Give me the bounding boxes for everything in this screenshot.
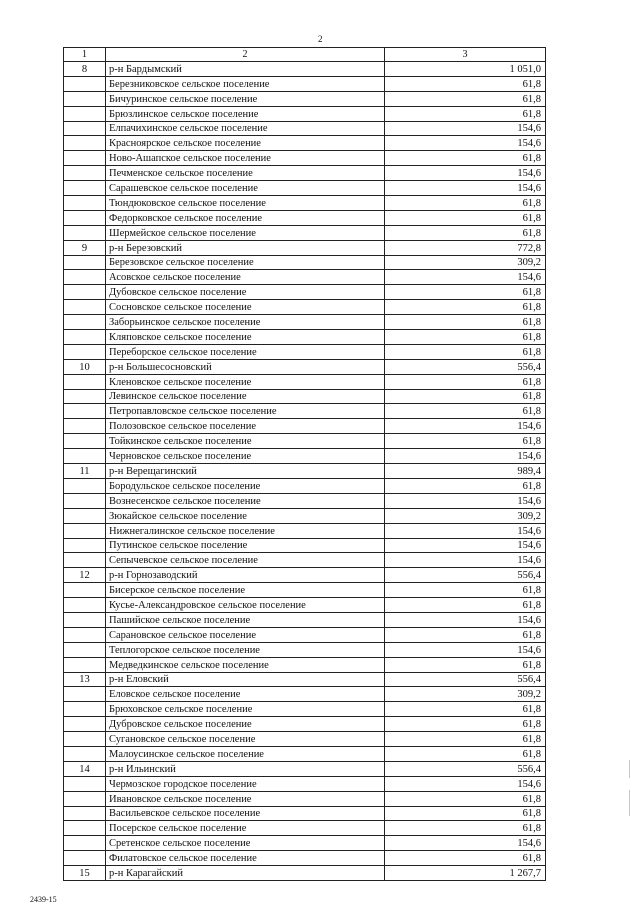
amount-cell: 154,6 bbox=[385, 776, 546, 791]
table-row bbox=[64, 121, 546, 136]
row-number-cell bbox=[64, 300, 106, 315]
row-number-cell bbox=[64, 657, 106, 672]
amount-cell: 772,8 bbox=[385, 240, 546, 255]
allocation-table bbox=[63, 47, 546, 881]
settlement-name-cell: Полозовское сельское поселение bbox=[106, 419, 385, 434]
settlement-name-cell: Сугановское сельское поселение bbox=[106, 732, 385, 747]
settlement-name-cell: Сретенское сельское поселение bbox=[106, 836, 385, 851]
settlement-name-cell: Дубровское сельское поселение bbox=[106, 717, 385, 732]
table-row bbox=[64, 612, 546, 627]
table-row bbox=[64, 464, 546, 479]
settlement-name-cell: Заборьинское сельское поселение bbox=[106, 315, 385, 330]
row-number-cell bbox=[64, 196, 106, 211]
settlement-name-cell: Левинское сельское поселение bbox=[106, 389, 385, 404]
settlement-name-cell: Тойкинское сельское поселение bbox=[106, 434, 385, 449]
amount-cell: 61,8 bbox=[385, 657, 546, 672]
amount-cell: 154,6 bbox=[385, 166, 546, 181]
settlement-name-cell: р-н Верещагинский bbox=[106, 464, 385, 479]
row-number-cell bbox=[64, 91, 106, 106]
table-row bbox=[64, 285, 546, 300]
table-row bbox=[64, 434, 546, 449]
amount-cell: 61,8 bbox=[385, 389, 546, 404]
row-number-cell bbox=[64, 687, 106, 702]
amount-cell: 61,8 bbox=[385, 315, 546, 330]
amount-cell: 154,6 bbox=[385, 181, 546, 196]
table-row bbox=[64, 374, 546, 389]
amount-cell: 1 267,7 bbox=[385, 866, 546, 881]
table-row bbox=[64, 449, 546, 464]
header-cell-amount: 3 bbox=[385, 48, 546, 62]
page-number: 2 bbox=[318, 34, 323, 44]
settlement-name-cell: Ивановское сельское поселение bbox=[106, 791, 385, 806]
amount-cell: 61,8 bbox=[385, 702, 546, 717]
settlement-name-cell: р-н Ильинский bbox=[106, 761, 385, 776]
settlement-name-cell: Еловское сельское поселение bbox=[106, 687, 385, 702]
row-number-cell bbox=[64, 746, 106, 761]
amount-cell: 989,4 bbox=[385, 464, 546, 479]
amount-cell: 1 051,0 bbox=[385, 62, 546, 77]
row-number-cell bbox=[64, 225, 106, 240]
row-number-cell bbox=[64, 702, 106, 717]
row-number-cell bbox=[64, 374, 106, 389]
row-number-cell bbox=[64, 270, 106, 285]
row-number-cell bbox=[64, 791, 106, 806]
row-number-cell bbox=[64, 181, 106, 196]
settlement-name-cell: Васильевское сельское поселение bbox=[106, 806, 385, 821]
row-number-cell: 11 bbox=[64, 464, 106, 479]
amount-cell: 309,2 bbox=[385, 508, 546, 523]
table-row bbox=[64, 761, 546, 776]
table-row bbox=[64, 91, 546, 106]
table-row bbox=[64, 330, 546, 345]
settlement-name-cell: Путинское сельское поселение bbox=[106, 538, 385, 553]
table-row bbox=[64, 62, 546, 77]
table-row bbox=[64, 746, 546, 761]
settlement-name-cell: Сарановское сельское поселение bbox=[106, 627, 385, 642]
row-number-cell bbox=[64, 732, 106, 747]
table-row bbox=[64, 181, 546, 196]
row-number-cell: 14 bbox=[64, 761, 106, 776]
amount-cell: 61,8 bbox=[385, 851, 546, 866]
amount-cell: 61,8 bbox=[385, 344, 546, 359]
table-row bbox=[64, 300, 546, 315]
row-number-cell bbox=[64, 821, 106, 836]
table-row bbox=[64, 657, 546, 672]
table-row bbox=[64, 493, 546, 508]
amount-cell: 154,6 bbox=[385, 419, 546, 434]
row-number-cell: 13 bbox=[64, 672, 106, 687]
settlement-name-cell: Зюкайское сельское поселение bbox=[106, 508, 385, 523]
amount-cell: 61,8 bbox=[385, 806, 546, 821]
table-row bbox=[64, 791, 546, 806]
settlement-name-cell: Сосновское сельское поселение bbox=[106, 300, 385, 315]
settlement-name-cell: Теплогорское сельское поселение bbox=[106, 642, 385, 657]
settlement-name-cell: Брюзлинское сельское поселение bbox=[106, 106, 385, 121]
settlement-name-cell: Березовское сельское поселение bbox=[106, 255, 385, 270]
table-row bbox=[64, 642, 546, 657]
scan-mark-upper bbox=[629, 760, 630, 778]
row-number-cell bbox=[64, 627, 106, 642]
row-number-cell: 15 bbox=[64, 866, 106, 881]
amount-cell: 556,4 bbox=[385, 359, 546, 374]
settlement-name-cell: Красноярское сельское поселение bbox=[106, 136, 385, 151]
amount-cell: 61,8 bbox=[385, 717, 546, 732]
settlement-name-cell: Бичуринское сельское поселение bbox=[106, 91, 385, 106]
table-row bbox=[64, 419, 546, 434]
row-number-cell bbox=[64, 583, 106, 598]
amount-cell: 154,6 bbox=[385, 121, 546, 136]
row-number-cell bbox=[64, 151, 106, 166]
settlement-name-cell: р-н Горнозаводский bbox=[106, 568, 385, 583]
settlement-name-cell: Бисерское сельское поселение bbox=[106, 583, 385, 598]
amount-cell: 61,8 bbox=[385, 478, 546, 493]
table-row bbox=[64, 76, 546, 91]
row-number-cell bbox=[64, 315, 106, 330]
row-number-cell bbox=[64, 851, 106, 866]
amount-cell: 61,8 bbox=[385, 404, 546, 419]
scan-mark-lower bbox=[629, 790, 630, 816]
amount-cell: 61,8 bbox=[385, 210, 546, 225]
amount-cell: 154,6 bbox=[385, 449, 546, 464]
table-row bbox=[64, 255, 546, 270]
amount-cell: 154,6 bbox=[385, 642, 546, 657]
settlement-name-cell: Сепычевское сельское поселение bbox=[106, 553, 385, 568]
amount-cell: 61,8 bbox=[385, 791, 546, 806]
header-row bbox=[64, 48, 546, 62]
table-row bbox=[64, 866, 546, 881]
amount-cell: 61,8 bbox=[385, 300, 546, 315]
row-number-cell bbox=[64, 210, 106, 225]
row-number-cell bbox=[64, 717, 106, 732]
amount-cell: 61,8 bbox=[385, 225, 546, 240]
settlement-name-cell: Брюховское сельское поселение bbox=[106, 702, 385, 717]
settlement-name-cell: р-н Березовский bbox=[106, 240, 385, 255]
row-number-cell bbox=[64, 806, 106, 821]
table-row bbox=[64, 687, 546, 702]
table-body bbox=[64, 62, 546, 881]
amount-cell: 154,6 bbox=[385, 538, 546, 553]
table-header bbox=[64, 48, 546, 62]
amount-cell: 154,6 bbox=[385, 136, 546, 151]
row-number-cell bbox=[64, 285, 106, 300]
table-row bbox=[64, 821, 546, 836]
amount-cell: 61,8 bbox=[385, 330, 546, 345]
settlement-name-cell: Кусье-Александровское сельское поселение bbox=[106, 598, 385, 613]
table-row bbox=[64, 717, 546, 732]
amount-cell: 61,8 bbox=[385, 374, 546, 389]
row-number-cell bbox=[64, 553, 106, 568]
table-row bbox=[64, 702, 546, 717]
amount-cell: 61,8 bbox=[385, 91, 546, 106]
row-number-cell bbox=[64, 493, 106, 508]
settlement-name-cell: Кляповское сельское поселение bbox=[106, 330, 385, 345]
settlement-name-cell: Филатовское сельское поселение bbox=[106, 851, 385, 866]
table-row bbox=[64, 270, 546, 285]
amount-cell: 556,4 bbox=[385, 761, 546, 776]
amount-cell: 154,6 bbox=[385, 553, 546, 568]
row-number-cell bbox=[64, 449, 106, 464]
settlement-name-cell: Посерское сельское поселение bbox=[106, 821, 385, 836]
row-number-cell bbox=[64, 523, 106, 538]
row-number-cell: 12 bbox=[64, 568, 106, 583]
row-number-cell: 8 bbox=[64, 62, 106, 77]
table-row bbox=[64, 196, 546, 211]
amount-cell: 309,2 bbox=[385, 255, 546, 270]
row-number-cell bbox=[64, 330, 106, 345]
settlement-name-cell: Тюндюковское сельское поселение bbox=[106, 196, 385, 211]
table-row bbox=[64, 404, 546, 419]
row-number-cell bbox=[64, 776, 106, 791]
table-row bbox=[64, 583, 546, 598]
settlement-name-cell: Пашийское сельское поселение bbox=[106, 612, 385, 627]
row-number-cell bbox=[64, 598, 106, 613]
amount-cell: 556,4 bbox=[385, 672, 546, 687]
settlement-name-cell: Вознесенское сельское поселение bbox=[106, 493, 385, 508]
amount-cell: 61,8 bbox=[385, 151, 546, 166]
amount-cell: 61,8 bbox=[385, 598, 546, 613]
row-number-cell bbox=[64, 76, 106, 91]
settlement-name-cell: р-н Большесосновский bbox=[106, 359, 385, 374]
table-row bbox=[64, 389, 546, 404]
row-number-cell bbox=[64, 136, 106, 151]
table-row bbox=[64, 136, 546, 151]
settlement-name-cell: Петропавловское сельское поселение bbox=[106, 404, 385, 419]
amount-cell: 61,8 bbox=[385, 746, 546, 761]
amount-cell: 61,8 bbox=[385, 583, 546, 598]
table-row bbox=[64, 538, 546, 553]
row-number-cell bbox=[64, 612, 106, 627]
amount-cell: 61,8 bbox=[385, 627, 546, 642]
table-row bbox=[64, 672, 546, 687]
settlement-name-cell: Чермозское городское поселение bbox=[106, 776, 385, 791]
table-row bbox=[64, 806, 546, 821]
document-code: 2439-15 bbox=[30, 895, 57, 904]
table-row bbox=[64, 359, 546, 374]
amount-cell: 309,2 bbox=[385, 687, 546, 702]
row-number-cell bbox=[64, 121, 106, 136]
settlement-name-cell: Черновское сельское поселение bbox=[106, 449, 385, 464]
table-row bbox=[64, 553, 546, 568]
row-number-cell bbox=[64, 836, 106, 851]
table-row bbox=[64, 240, 546, 255]
settlement-name-cell: Федорковское сельское поселение bbox=[106, 210, 385, 225]
amount-cell: 154,6 bbox=[385, 612, 546, 627]
settlement-name-cell: р-н Бардымский bbox=[106, 62, 385, 77]
header-cell-number: 1 bbox=[64, 48, 106, 62]
table-row bbox=[64, 344, 546, 359]
amount-cell: 154,6 bbox=[385, 836, 546, 851]
row-number-cell bbox=[64, 508, 106, 523]
table-row bbox=[64, 523, 546, 538]
amount-cell: 61,8 bbox=[385, 821, 546, 836]
amount-cell: 61,8 bbox=[385, 285, 546, 300]
row-number-cell bbox=[64, 434, 106, 449]
table-row bbox=[64, 315, 546, 330]
row-number-cell bbox=[64, 255, 106, 270]
row-number-cell: 9 bbox=[64, 240, 106, 255]
settlement-name-cell: Асовское сельское поселение bbox=[106, 270, 385, 285]
table-row bbox=[64, 851, 546, 866]
row-number-cell: 10 bbox=[64, 359, 106, 374]
settlement-name-cell: Кленовское сельское поселение bbox=[106, 374, 385, 389]
settlement-name-cell: Дубовское сельское поселение bbox=[106, 285, 385, 300]
row-number-cell bbox=[64, 106, 106, 121]
table-row bbox=[64, 568, 546, 583]
row-number-cell bbox=[64, 478, 106, 493]
table-row bbox=[64, 210, 546, 225]
settlement-name-cell: р-н Карагайский bbox=[106, 866, 385, 881]
table-row bbox=[64, 836, 546, 851]
row-number-cell bbox=[64, 166, 106, 181]
amount-cell: 154,6 bbox=[385, 493, 546, 508]
row-number-cell bbox=[64, 538, 106, 553]
settlement-name-cell: Нижнегалинское сельское поселение bbox=[106, 523, 385, 538]
settlement-name-cell: Переборское сельское поселение bbox=[106, 344, 385, 359]
table-row bbox=[64, 776, 546, 791]
table-row bbox=[64, 478, 546, 493]
table-row bbox=[64, 598, 546, 613]
table-row bbox=[64, 166, 546, 181]
amount-cell: 556,4 bbox=[385, 568, 546, 583]
amount-cell: 61,8 bbox=[385, 732, 546, 747]
row-number-cell bbox=[64, 419, 106, 434]
settlement-name-cell: Елпачихинское сельское поселение bbox=[106, 121, 385, 136]
table-row bbox=[64, 151, 546, 166]
table-row bbox=[64, 225, 546, 240]
table-row bbox=[64, 508, 546, 523]
amount-cell: 154,6 bbox=[385, 523, 546, 538]
amount-cell: 154,6 bbox=[385, 270, 546, 285]
row-number-cell bbox=[64, 389, 106, 404]
row-number-cell bbox=[64, 642, 106, 657]
row-number-cell bbox=[64, 404, 106, 419]
amount-cell: 61,8 bbox=[385, 106, 546, 121]
row-number-cell bbox=[64, 344, 106, 359]
settlement-name-cell: р-н Еловский bbox=[106, 672, 385, 687]
table-row bbox=[64, 106, 546, 121]
settlement-name-cell: Печменское сельское поселение bbox=[106, 166, 385, 181]
settlement-name-cell: Березниковское сельское поселение bbox=[106, 76, 385, 91]
settlement-name-cell: Медведкинское сельское поселение bbox=[106, 657, 385, 672]
settlement-name-cell: Малоусинское сельское поселение bbox=[106, 746, 385, 761]
header-cell-name: 2 bbox=[106, 48, 385, 62]
settlement-name-cell: Сарашевское сельское поселение bbox=[106, 181, 385, 196]
amount-cell: 61,8 bbox=[385, 196, 546, 211]
amount-cell: 61,8 bbox=[385, 76, 546, 91]
settlement-name-cell: Бородульское сельское поселение bbox=[106, 478, 385, 493]
table-row bbox=[64, 732, 546, 747]
amount-cell: 61,8 bbox=[385, 434, 546, 449]
settlement-name-cell: Ново-Ашапское сельское поселение bbox=[106, 151, 385, 166]
table-row bbox=[64, 627, 546, 642]
settlement-name-cell: Шермейское сельское поселение bbox=[106, 225, 385, 240]
